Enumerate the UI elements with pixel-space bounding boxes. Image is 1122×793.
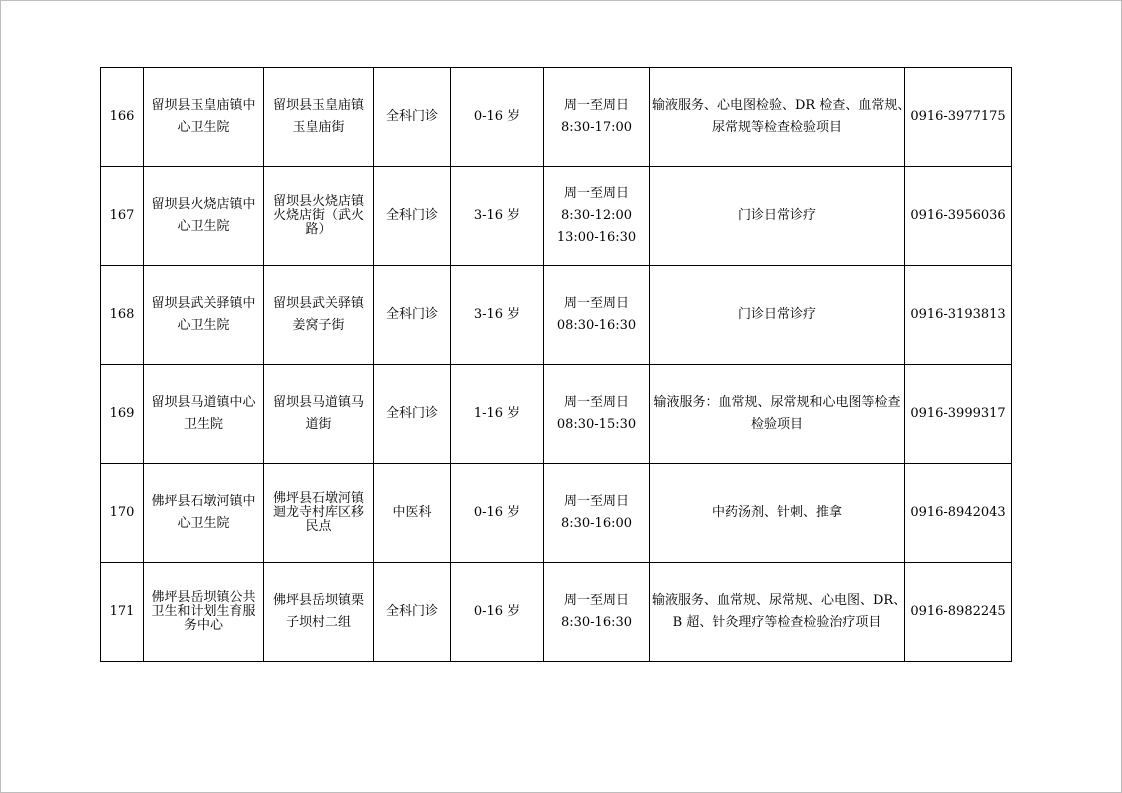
address-line: 民点 — [305, 519, 332, 534]
services-cell — [650, 563, 905, 662]
department-cell: 全科门诊 — [374, 266, 451, 365]
opening-hours-line: 周一至周日 — [563, 98, 629, 113]
services-cell — [650, 68, 911, 167]
opening-hours-line: 8:30-12:00 — [560, 208, 633, 223]
institution-name-cell — [144, 167, 264, 266]
institution-name-line: 留坝县武关驿镇中 — [151, 296, 256, 311]
address-line: 路） — [305, 222, 332, 237]
row-number-cell: 171 — [101, 563, 144, 662]
department-cell: 全科门诊 — [374, 563, 451, 662]
row-number-cell: 168 — [101, 266, 144, 365]
institution-name-line: 留坝县火烧店镇中 — [151, 197, 256, 212]
opening-hours-line: 8:30-16:00 — [560, 516, 633, 531]
address-line: 留坝县玉皇庙镇 — [272, 98, 364, 113]
institution-name-cell — [144, 365, 264, 464]
age-range-cell: 3-16 岁 — [451, 167, 544, 266]
institution-name-cell — [144, 266, 264, 365]
opening-hours-line: 08:30-15:30 — [556, 417, 637, 432]
age-range-cell: 0-16 岁 — [451, 464, 544, 563]
address-line: 玉皇庙街 — [292, 120, 345, 135]
address-cell — [264, 365, 374, 464]
table-row — [101, 365, 1012, 464]
table-row — [101, 266, 1012, 365]
address-line: 姜窝子街 — [292, 318, 345, 333]
institution-name-line: 卫生院 — [183, 417, 223, 432]
address-cell — [264, 563, 374, 662]
phone-cell: 0916-8982245 — [905, 563, 1012, 662]
department-cell: 全科门诊 — [374, 167, 451, 266]
phone-cell: 0916-3956036 — [905, 167, 1012, 266]
age-range-cell: 0-16 岁 — [451, 68, 544, 167]
opening-hours-line: 周一至周日 — [563, 593, 629, 608]
table-row — [101, 167, 1012, 266]
age-range-cell: 0-16 岁 — [451, 563, 544, 662]
address-line: 留坝县武关驿镇 — [272, 296, 364, 311]
phone-cell: 0916-3977175 — [905, 68, 1012, 167]
department-cell: 全科门诊 — [374, 68, 451, 167]
services-line: 门诊日常诊疗 — [737, 208, 816, 223]
services-line: 检验项目 — [750, 417, 803, 432]
institution-name-line: 留坝县马道镇中心 — [151, 395, 256, 410]
institution-name-cell — [144, 563, 264, 662]
address-line: 火烧店街（武火 — [272, 208, 364, 223]
address-line: 道街 — [305, 417, 332, 432]
institution-name-line: 留坝县玉皇庙镇中 — [151, 98, 256, 113]
row-number-cell: 167 — [101, 167, 144, 266]
row-number-cell: 169 — [101, 365, 144, 464]
row-number-cell: 166 — [101, 68, 144, 167]
services-line: 输液服务、心电图检验、DR 检查、血常规、 — [652, 98, 911, 113]
opening-hours-cell — [544, 365, 650, 464]
services-line: 门诊日常诊疗 — [737, 307, 816, 322]
services-cell — [650, 464, 905, 563]
opening-hours-cell — [544, 68, 650, 167]
services-line: 输液服务、血常规、尿常规、心电图、DR、 — [652, 593, 907, 608]
institution-name-line: 心卫生院 — [177, 516, 230, 531]
address-line: 留坝县马道镇马 — [272, 395, 364, 410]
address-line: 留坝县火烧店镇 — [272, 194, 364, 209]
opening-hours-line: 8:30-17:00 — [560, 120, 633, 135]
address-cell — [264, 68, 374, 167]
institution-name-line: 心卫生院 — [177, 318, 230, 333]
services-line: B 超、针灸理疗等检查检验治疗项目 — [672, 615, 882, 630]
services-cell — [650, 365, 905, 464]
services-cell — [650, 266, 905, 365]
row-number-cell: 170 — [101, 464, 144, 563]
institution-name-line: 卫生和计划生育服 — [151, 604, 256, 619]
phone-cell: 0916-8942043 — [905, 464, 1012, 563]
opening-hours-cell — [544, 563, 650, 662]
opening-hours-cell — [544, 464, 650, 563]
opening-hours-cell — [544, 266, 650, 365]
table-row — [101, 68, 1012, 167]
opening-hours-line: 8:30-16:30 — [560, 615, 633, 630]
opening-hours-line: 周一至周日 — [563, 296, 629, 311]
institution-name-cell — [144, 68, 264, 167]
phone-cell: 0916-3193813 — [905, 266, 1012, 365]
clinic-table — [100, 67, 1012, 662]
department-cell: 全科门诊 — [374, 365, 451, 464]
institution-name-line: 佛坪县石墩河镇中 — [151, 494, 256, 509]
opening-hours-line: 13:00-16:30 — [556, 230, 637, 245]
opening-hours-line: 周一至周日 — [563, 186, 629, 201]
services-line: 中药汤剂、针刺、推拿 — [711, 505, 842, 520]
opening-hours-cell — [544, 167, 650, 266]
address-line: 子坝村二组 — [285, 615, 351, 630]
services-line: 尿常规等检查检验项目 — [711, 120, 842, 135]
opening-hours-line: 周一至周日 — [563, 494, 629, 509]
address-line: 佛坪县石墩河镇 — [272, 491, 364, 506]
services-cell — [650, 167, 905, 266]
institution-name-line: 务中心 — [183, 618, 223, 633]
opening-hours-line: 08:30-16:30 — [556, 318, 637, 333]
table-body — [101, 68, 1012, 662]
opening-hours-line: 周一至周日 — [563, 395, 629, 410]
department-cell: 中医科 — [374, 464, 451, 563]
phone-cell: 0916-3999317 — [905, 365, 1012, 464]
table-row — [101, 563, 1012, 662]
institution-name-cell — [144, 464, 264, 563]
institution-name-line: 佛坪县岳坝镇公共 — [151, 590, 256, 605]
address-line: 佛坪县岳坝镇栗 — [272, 593, 364, 608]
age-range-cell: 1-16 岁 — [451, 365, 544, 464]
services-line: 输液服务：血常规、尿常规和心电图等检查 — [653, 395, 901, 410]
address-cell — [264, 167, 374, 266]
address-cell — [264, 464, 374, 563]
institution-name-line: 心卫生院 — [177, 219, 230, 234]
table-row — [101, 464, 1012, 563]
address-cell — [264, 266, 374, 365]
institution-name-line: 心卫生院 — [177, 120, 230, 135]
address-line: 迴龙寺村库区移 — [272, 505, 364, 520]
age-range-cell: 3-16 岁 — [451, 266, 544, 365]
